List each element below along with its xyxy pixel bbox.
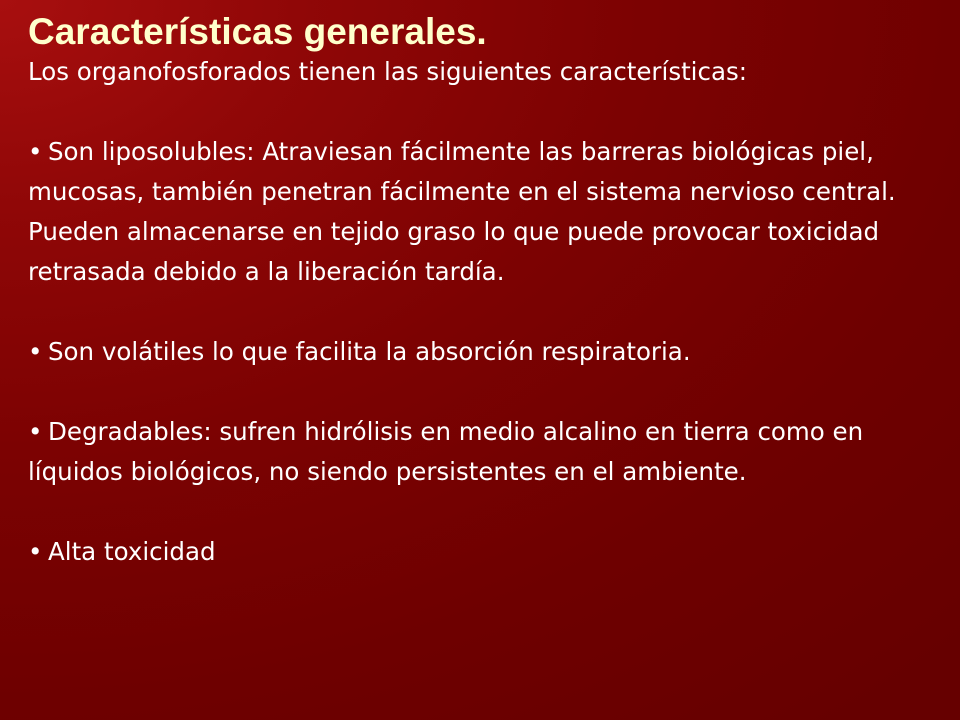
bullet-icon: •	[28, 537, 43, 566]
intro-text: Los organofosforados tienen las siguientes características:	[28, 57, 747, 86]
bullet-text: Degradables: sufren hidrólisis en medio alcalino en tierra como en líquidos biológicos, no siendo persistentes en el ambiente.	[28, 417, 864, 486]
bullet-item	[28, 412, 943, 492]
bullet-icon: •	[28, 337, 43, 366]
bullet-item	[28, 332, 943, 372]
bullet-item	[28, 132, 943, 292]
slide-title: Características generales.	[28, 11, 487, 52]
bullet-icon: •	[28, 417, 43, 446]
bullet-list	[28, 132, 943, 572]
slide	[28, 8, 943, 708]
bullet-item	[28, 532, 943, 572]
bullet-text: Son liposolubles: Atraviesan fácilmente las barreras biológicas piel, mucosas, también penetran fácilmente en el sistema nervioso central. Pueden almacenarse en tejido graso lo que puede provocar toxicidad retrasada debido a la liberación tardía.	[28, 137, 896, 286]
bullet-text: Son volátiles lo que facilita la absorción respiratoria.	[48, 337, 691, 366]
bullet-text: Alta toxicidad	[48, 537, 216, 566]
bullet-icon: •	[28, 137, 43, 166]
